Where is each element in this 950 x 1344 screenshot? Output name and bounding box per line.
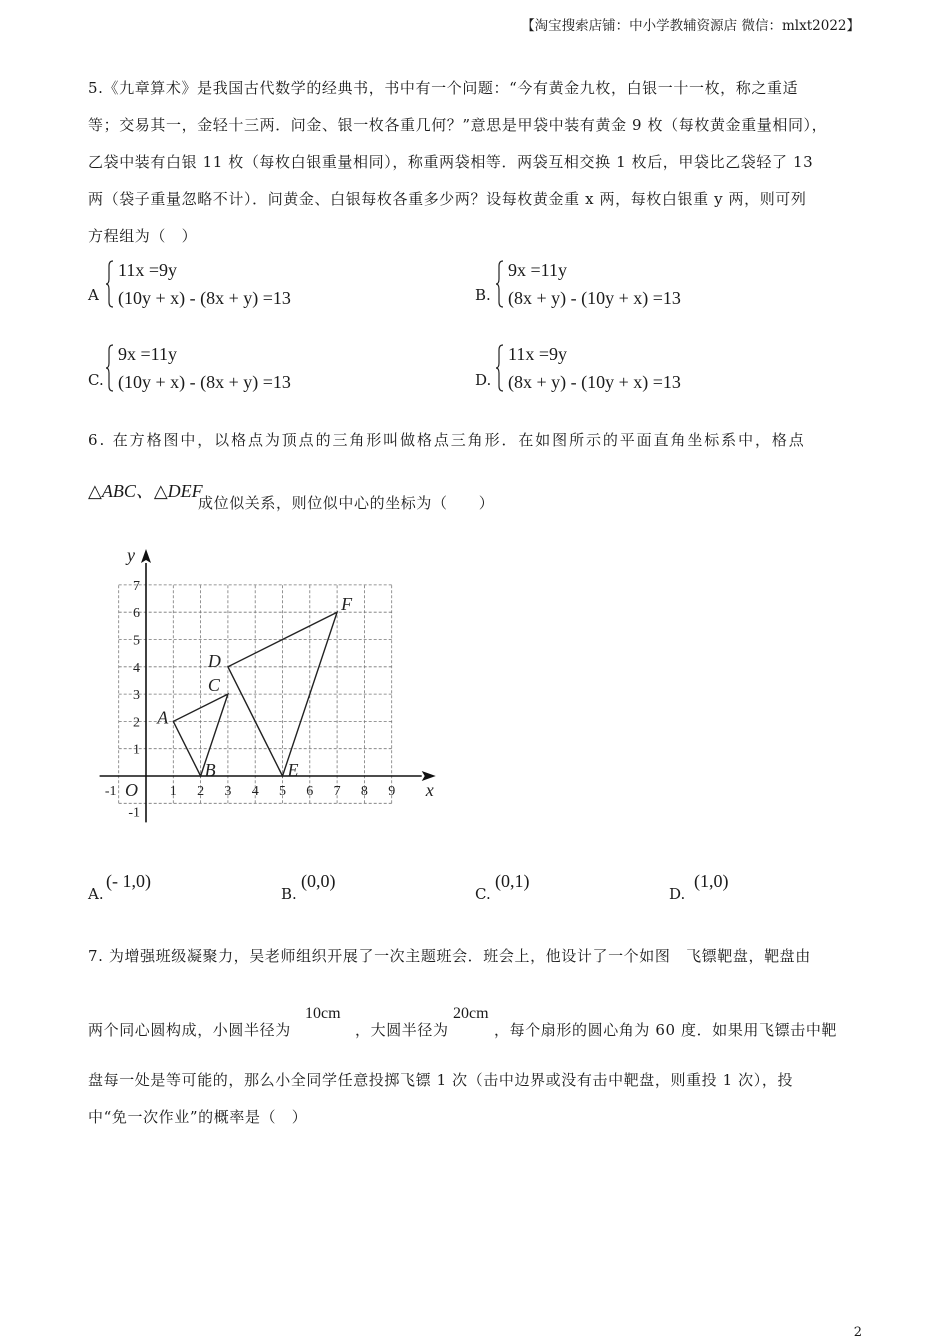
x-tick-label: 6 [306,784,314,799]
q7-line-2c: ，每个扇形的圆心角为 60 度．如果用飞镖击中靶 [494,1021,838,1039]
q7-line-1: 7. 为增强班级凝聚力，吴老师组织开展了一次主题班会．班会上，他设计了一个如图 飞镖靶盘，靶盘由 [88,947,811,965]
y-axis-label: y [127,545,135,566]
q5-line-4: 两（袋子重量忽略不计）．问黄金、白银每枚各重多少两？设每枚黄金重 x 两，每枚白银重 y 两，则可列 [88,190,807,208]
q7-small-radius: 10cm [305,1005,341,1022]
brace-icon [496,344,504,392]
y-tick-label: 3 [133,688,140,704]
q5-option-b-eq2: (8x + y) - (10y + x) =13 [508,288,681,308]
q5-option-a-eq1: 11x =9y [118,260,177,280]
y-tick-label: 4 [133,660,140,676]
grid-lines [119,585,392,803]
q5-option-b-eq1: 9x =11y [508,260,567,280]
y-tick-label: 7 [133,578,140,594]
x-tick-label: -1 [104,784,117,799]
q6-line-1: 6. 在方格图中，以格点为顶点的三角形叫做格点三角形．在如图所示的平面直角坐标系中，格点 [88,431,806,449]
q6-option-d-label: D. [669,885,686,903]
coordinate-axes [100,549,436,822]
q5-option-c-eq2: (10y + x) - (8x + y) =13 [118,372,291,392]
x-tick-label: 8 [360,784,368,799]
q5-option-d-system [496,344,756,400]
x-axis-label: x [425,780,434,800]
brace-icon [106,344,114,392]
q5-option-b-label: B. [475,286,491,304]
x-tick-label: 5 [279,784,286,799]
coordinate-grid-figure [96,545,434,828]
q5-line-5: 方程组为（ ） [88,227,198,245]
q5-option-a-label: A [88,286,99,304]
y-tick-label: 6 [133,606,140,622]
q6-option-a-value: (- 1,0) [106,871,151,891]
page-number: 2 [853,1325,862,1340]
point-label-b: B [204,760,216,780]
q5-option-a-eq2: (10y + x) - (8x + y) =13 [118,288,291,308]
brace-icon [496,260,504,308]
point-label-d: D [207,650,221,671]
q6-option-a-label: A. [88,885,104,903]
x-tick-label: 1 [169,784,177,799]
x-tick-label: 3 [224,784,232,799]
q5-option-a-system [106,260,366,316]
q5-line-3: 乙袋中装有白银 11 枚（每枚白银重量相同），称重两袋相等．两袋互相交换 1 枚后，甲袋比乙袋轻了 13 [88,153,814,171]
origin-label: O [125,780,138,800]
q6-triangles: △ABC、△DEF [88,481,203,501]
q6-option-c-value: (0,1) [495,871,530,891]
y-tick-label: 1 [133,742,140,758]
q7-line-2a: 两个同心圆构成，小圆半径为 [88,1021,291,1039]
x-tick-label: 7 [333,784,341,799]
point-label-e: E [287,760,299,780]
q6-line-2: 成位似关系，则位似中心的坐标为（ ） [198,494,495,512]
q5-option-d-eq2: (8x + y) - (10y + x) =13 [508,372,681,392]
point-labels [156,594,353,780]
y-axis-arrow-icon [141,549,151,563]
point-label-c: C [207,675,220,696]
q5-option-d-label: D. [475,371,492,389]
y-tick-label: 2 [133,715,140,731]
point-label-f: F [341,594,353,615]
y-tick-label: -1 [128,805,140,821]
q7-line-3: 盘每一处是等可能的，那么小全同学任意投掷飞镖 1 次（击中边界或没有击中靶盘，则重投 1 次），投 [88,1071,794,1089]
q6-option-b-value: (0,0) [301,871,336,891]
point-label-a: A [157,707,169,728]
y-tick-label: 5 [133,633,140,649]
q5-option-d-eq1: 11x =9y [508,344,567,364]
q5-line-2: 等；交易其一，金轻十三两．问金、银一枚各重几何？”意思是甲袋中装有黄金 9 枚（每枚黄金重量相同）， [88,116,828,134]
q7-line-4: 中“免一次作业”的概率是（ ） [88,1108,308,1126]
page-header: 【淘宝搜索店铺：中小学教辅资源店 微信：mlxt2022】 [521,18,860,34]
q6-option-c-label: C. [475,885,491,903]
q5-option-c-label: C. [88,371,104,389]
q6-option-b-label: B. [281,885,297,903]
x-tick-label: 9 [388,784,396,799]
q5-option-c-eq1: 9x =11y [118,344,177,364]
axis-tick-labels [105,545,434,820]
brace-icon [106,260,114,308]
q5-option-b-system [496,260,756,316]
q5-line-1: 5.《九章算术》是我国古代数学的经典书，书中有一个问题：“今有黄金九枚，白银一十一枚，称之重适 [88,79,799,97]
x-tick-label: 4 [251,784,259,799]
q7-large-radius: 20cm [453,1005,489,1022]
q5-option-c-system [106,344,366,400]
x-tick-label: 2 [197,784,205,799]
q6-option-d-value: (1,0) [694,871,729,891]
q7-line-2b: ，大圆半径为 [355,1021,449,1039]
